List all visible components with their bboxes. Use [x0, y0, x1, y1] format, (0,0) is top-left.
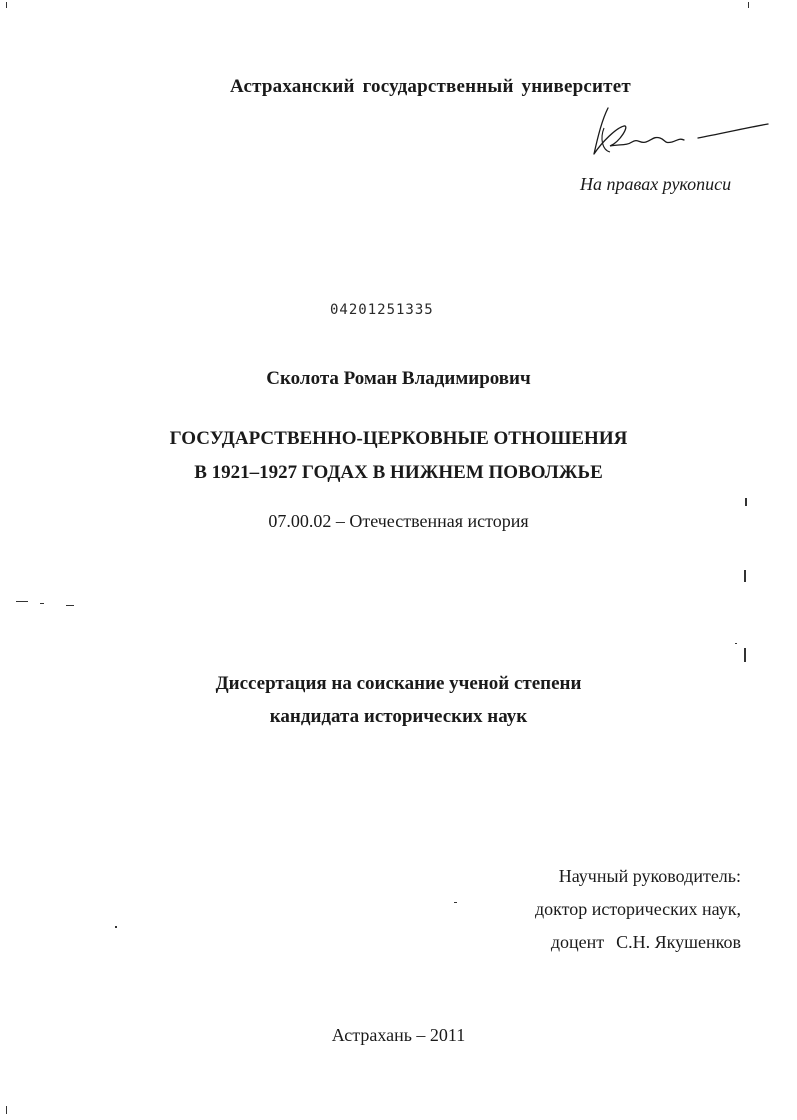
scan-speck: [16, 601, 28, 602]
dissertation-title-line-1: ГОСУДАРСТВЕННО-ЦЕРКОВНЫЕ ОТНОШЕНИЯ: [169, 428, 628, 449]
scan-speck: [748, 2, 749, 8]
scan-speck: [66, 605, 74, 606]
city-year: Астрахань – 2011: [331, 1025, 466, 1045]
supervisor-role: Научный руководитель:: [558, 866, 741, 886]
scan-speck: [115, 926, 117, 928]
university-name: Астраханский государственный университет: [230, 76, 631, 97]
scan-speck: [6, 1106, 7, 1114]
manuscript-rights-note: На правах рукописи: [580, 174, 732, 194]
author-name: Сколота Роман Владимирович: [266, 368, 531, 389]
supervisor-name-line: [551, 932, 741, 953]
scan-speck: [744, 648, 746, 662]
scan-speck: [745, 498, 747, 506]
handwritten-signature: [580, 98, 770, 168]
degree-line-1: Диссертация на соискание ученой степени: [215, 673, 582, 694]
dissertation-title-line-2: В 1921–1927 ГОДАХ В НИЖНЕМ ПОВОЛЖЬЕ: [194, 462, 603, 483]
scan-speck: [6, 2, 7, 8]
scan-speck: [40, 603, 44, 604]
supervisor-degree: доктор исторических наук,: [535, 899, 741, 919]
scan-speck: [454, 902, 457, 903]
scan-speck: [735, 643, 737, 644]
supervisor-name: С.Н. Якушенков: [616, 932, 741, 952]
degree-line-2: кандидата исторических наук: [269, 706, 528, 727]
supervisor-rank: доцент: [550, 932, 605, 952]
scan-speck: [744, 570, 746, 582]
library-stamp-number: 04201251335: [330, 302, 434, 318]
specialty-code: 07.00.02 – Отечественная история: [268, 511, 529, 531]
